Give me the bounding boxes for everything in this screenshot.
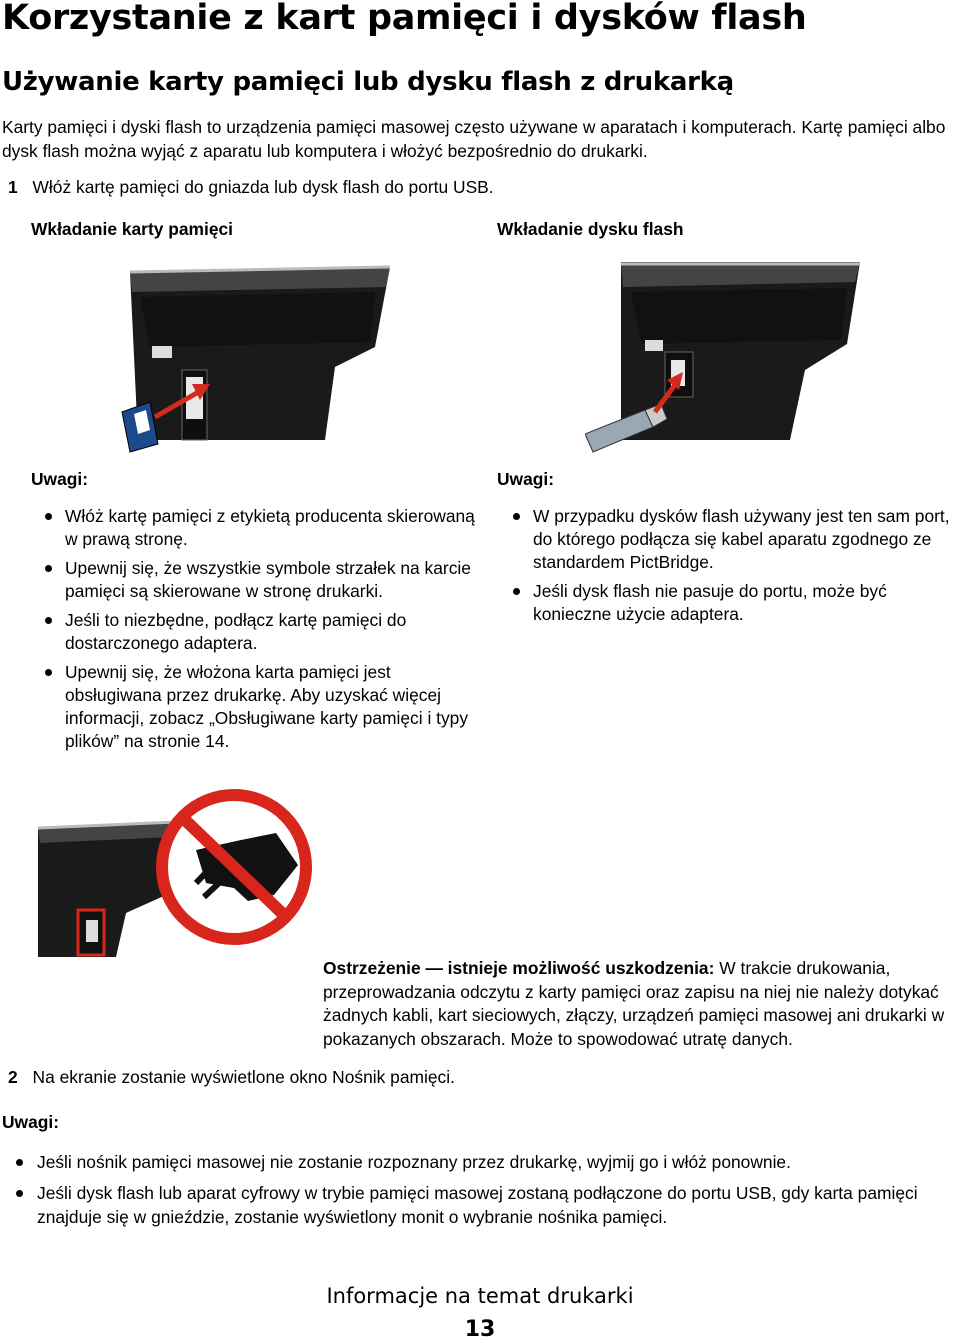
step-text: Na ekranie zostanie wyświetlone okno Nośnik pamięci.	[32, 1067, 455, 1087]
left-notes-list	[30, 505, 485, 759]
intro-paragraph: Karty pamięci i dyski flash to urządzenia pamięci masowej często używane w aparatach i komputerach. Kartę pamięci albo dysk flash można wyjąć z aparatu lub komputera i włożyć bezpośrednio do drukarki.	[2, 117, 946, 161]
page-title: Korzystanie z kart pamięci i dysków flash	[2, 0, 807, 38]
list-item: Upewnij się, że włożona karta pamięci jest obsługiwana przez drukarkę. Aby uzyskać więcej informacji, zobacz „Obsługiwane karty pamięci i typy plików” na stronie 14.	[30, 661, 485, 753]
step-2	[8, 1066, 908, 1090]
page-footer: Informacje na temat drukarki	[326, 1284, 634, 1308]
bottom-notes-list	[0, 1150, 958, 1236]
list-item: Jeśli dysk flash nie pasuje do portu, może być konieczne użycie adaptera.	[498, 580, 953, 626]
do-not-touch-illustration	[36, 785, 316, 975]
list-item: Upewnij się, że wszystkie symbole strzałek na karcie pamięci są skierowane w stronę drukarki.	[30, 557, 485, 603]
memory-card-illustration	[120, 262, 400, 457]
list-item: Jeśli to niezbędne, podłącz kartę pamięci do dostarczonego adaptera.	[30, 609, 485, 655]
step-text: Włóż kartę pamięci do gniazda lub dysk flash do portu USB.	[32, 177, 494, 197]
list-item: Jeśli dysk flash lub aparat cyfrowy w trybie pamięci masowej zostaną podłączone do portu USB, gdy karta pamięci znajduje się w gnieździe, zostanie wyświetlony monit o wybranie nośnika pamięci.	[0, 1181, 958, 1230]
bottom-notes-label: Uwagi:	[2, 1112, 60, 1132]
warning-text: W trakcie drukowania, przeprowadzania odczytu z karty pamięci oraz zapisu na niej nie należy dotykać żadnych kabli, kart sieciowych, złączy, urządzeń pamięci masowej ani drukarki w pokazanych obszarach. Może to spowodować utratę danych.	[323, 958, 945, 1049]
right-notes-list	[498, 505, 953, 632]
step-number: 2	[8, 1067, 18, 1087]
warning-box	[323, 957, 958, 1051]
left-notes-label: Uwagi:	[31, 469, 89, 489]
memory-card-heading: Wkładanie karty pamięci	[31, 219, 234, 239]
list-item: W przypadku dysków flash używany jest ten sam port, do którego podłącza się kabel aparatu zgodnego ze standardem PictBridge.	[498, 505, 953, 574]
section-title: Używanie karty pamięci lub dysku flash z drukarką	[2, 67, 734, 97]
flash-drive-illustration	[585, 262, 865, 457]
step-number: 1	[8, 177, 18, 197]
right-notes-label: Uwagi:	[497, 469, 555, 489]
list-item: Włóż kartę pamięci z etykietą producenta skierowaną w prawą stronę.	[30, 505, 485, 551]
page-number: 13	[464, 1317, 496, 1342]
flash-drive-heading: Wkładanie dysku flash	[497, 219, 684, 239]
step-1	[8, 176, 908, 200]
warning-label: Ostrzeżenie — istnieje możliwość uszkodzenia:	[323, 958, 715, 978]
list-item: Jeśli nośnik pamięci masowej nie zostanie rozpoznany przez drukarkę, wyjmij go i włóż ponownie.	[0, 1150, 958, 1175]
